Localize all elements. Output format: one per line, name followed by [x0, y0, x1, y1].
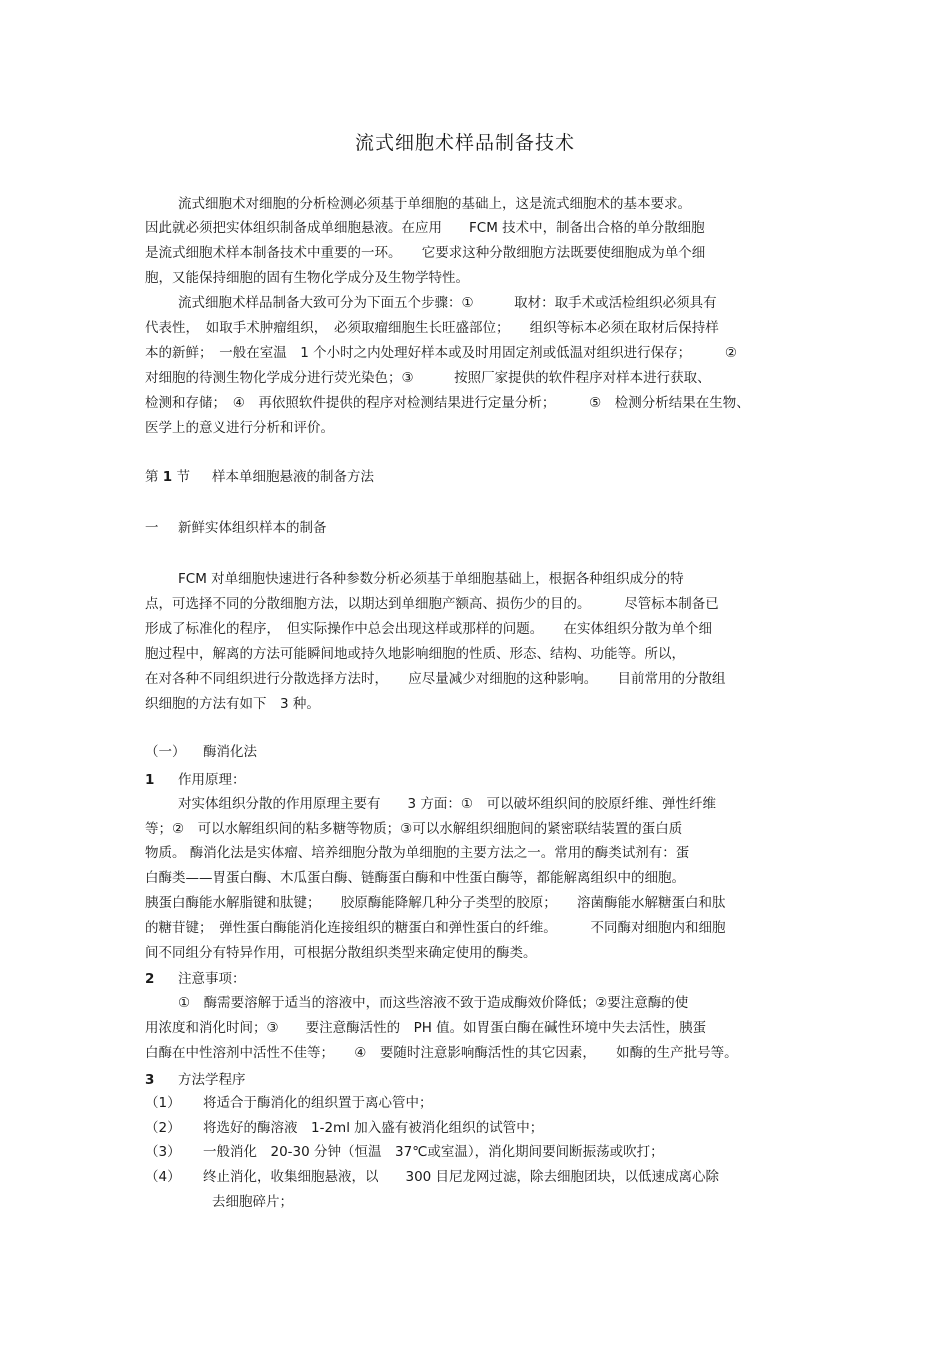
principle-line-2: 等；② 可以水解组织间的粘多糖等物质；③可以水解组织细胞间的紧密联结装置的蛋白质 [145, 821, 683, 837]
notes-line-1: ① 酶需要溶解于适当的溶液中，而这些溶液不致于造成酶效价降低；②要注意酶的使 [178, 995, 689, 1011]
steps-line-3: 本的新鲜； 一般在室温 1 个小时之内处理好样本或及时用固定剂或低温对组织进行保存； ② [145, 345, 737, 361]
procedure-text-3: 一般消化 20-30 分钟（恒温 37℃或室温），消化期间要间断振荡或吹打； [203, 1144, 664, 1160]
steps-line-5: 检测和存储； ④ 再依照软件提供的程序对检测结果进行定量分析； ⑤ 检测分析结果在生物、 [145, 395, 750, 411]
section-number: 1 [162, 469, 173, 485]
principle-line-7: 间不同组分有特异作用，可根据分散组织类型来确定使用的酶类。 [145, 945, 537, 961]
fcm-line-1: FCM 对单细胞快速进行各种参数分析必须基于单细胞基础上，根据各种组织成分的特 [178, 571, 684, 587]
procedure-number-2: （2） [145, 1120, 181, 1136]
intro-line-3: 是流式细胞术样本制备技术中重要的一环。 它要求这种分散细胞方法既要使细胞成为单个细 [145, 245, 706, 261]
fcm-line-6: 织细胞的方法有如下 3 种。 [145, 696, 320, 712]
section-prefix: 第 [145, 469, 163, 485]
notes-line-2: 用浓度和消化时间；③ 要注意酶活性的 PH 值。如胃蛋白酶在碱性环境中失去活性，胰蛋 [145, 1020, 707, 1036]
principle-line-1: 对实体组织分散的作用原理主要有 3 方面：① 可以破坏组织间的胶原纤维、弹性纤维 [178, 796, 716, 812]
steps-line-4: 对细胞的待测生物化学成分进行荧光染色；③ 按照厂家提供的软件程序对样本进行获取、 [145, 370, 711, 386]
intro-line-4: 胞，又能保持细胞的固有生物化学成分及生物学特性。 [145, 270, 469, 286]
procedure-number-3: （3） [145, 1144, 181, 1160]
item1-title: 作用原理： [178, 772, 246, 788]
subsection-number: 一 [145, 520, 159, 536]
item3-number: 3 [145, 1072, 155, 1088]
intro-line-1: 流式细胞术对细胞的分析检测必须基于单细胞的基础上，这是流式细胞术的基本要求。 [178, 196, 691, 212]
fcm-line-5: 在对各种不同组织进行分散选择方法时， 应尽量减少对细胞的这种影响。 目前常用的分散组 [145, 671, 726, 687]
procedure-text-2: 将选好的酶溶液 1-2ml 加入盛有被消化组织的试管中； [203, 1120, 544, 1136]
subsection-title: 新鲜实体组织样本的制备 [178, 520, 327, 536]
fcm-line-3: 形成了标准化的程序， 但实际操作中总会出现这样或那样的问题。 在实体组织分散为单个细 [145, 621, 712, 637]
steps-line-2: 代表性， 如取手术肿瘤组织， 必须取瘤细胞生长旺盛部位； 组织等标本必须在取材后保持样 [145, 320, 719, 336]
procedure-text-4-cont: 去细胞碎片； [212, 1194, 293, 1210]
document-title: 流式细胞术样品制备技术 [354, 132, 575, 154]
item3-title: 方法学程序 [178, 1072, 246, 1088]
procedure-text-1: 将适合于酶消化的组织置于离心管中； [203, 1095, 433, 1111]
procedure-number-1: （1） [145, 1095, 181, 1111]
item2-number: 2 [145, 971, 155, 987]
item1-number: 1 [145, 772, 155, 788]
procedure-text-4: 终止消化，收集细胞悬液，以 300 目尼龙网过滤，除去细胞团块，以低速成离心除 [203, 1169, 720, 1185]
steps-line-1: 流式细胞术样品制备大致可分为下面五个步骤：① 取材：取手术或活检组织必须具有 [178, 295, 717, 311]
notes-line-3: 白酶在中性溶剂中活性不佳等； ④ 要随时注意影响酶活性的其它因素， 如酶的生产批号等。 [145, 1045, 738, 1061]
intro-line-2: 因此就必须把实体组织制备成单细胞悬液。在应用 FCM 技术中，制备出合格的单分散细胞 [145, 220, 705, 236]
procedure-number-4: （4） [145, 1169, 181, 1185]
item2-title: 注意事项： [178, 971, 246, 987]
principle-line-6: 的糖苷键； 弹性蛋白酶能消化连接组织的糖蛋白和弹性蛋白的纤维。 不同酶对细胞内和细胞 [145, 920, 726, 936]
principle-line-5: 胰蛋白酶能水解脂键和肽键； 胶原酶能降解几种分子类型的胶原； 溶菌酶能水解糖蛋白和肽 [145, 895, 726, 911]
principle-line-4: 白酶类——胃蛋白酶、木瓜蛋白酶、链酶蛋白酶和中性蛋白酶等，都能解离组织中的细胞。 [145, 870, 685, 886]
method-title: 酶消化法 [203, 744, 257, 760]
method-number: （一） [145, 744, 186, 760]
section-heading [145, 468, 190, 486]
steps-line-6: 医学上的意义进行分析和评价。 [145, 420, 334, 436]
fcm-line-4: 胞过程中，解离的方法可能瞬间地或持久地影响细胞的性质、形态、结构、功能等。所以， [145, 646, 685, 662]
section-suffix: 节 [172, 469, 190, 485]
section-title: 样本单细胞悬液的制备方法 [212, 469, 374, 485]
fcm-line-2: 点，可选择不同的分散细胞方法，以期达到单细胞产额高、损伤少的目的。 尽管标本制备已 [145, 596, 719, 612]
principle-line-3: 物质。 酶消化法是实体瘤、培养细胞分散为单细胞的主要方法之一。常用的酶类试剂有：蛋 [145, 845, 690, 861]
